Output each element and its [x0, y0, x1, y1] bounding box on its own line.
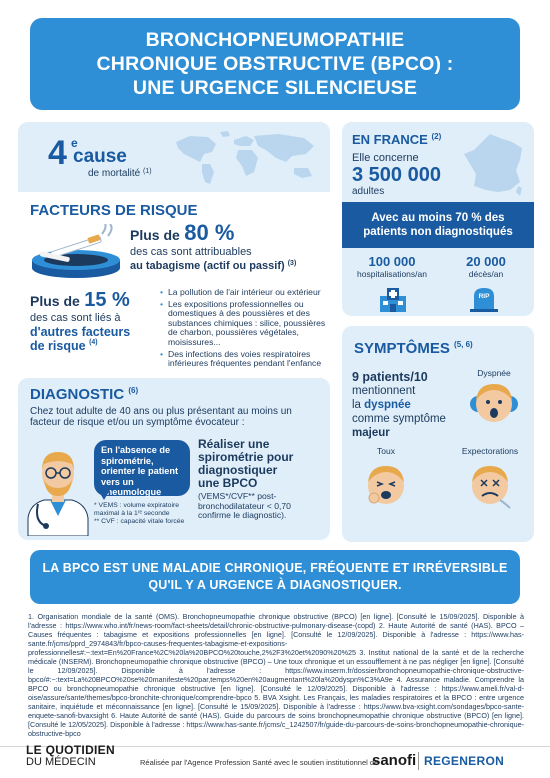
- note-cvf: ** CVF : capacité vitale forcée: [94, 518, 185, 525]
- diagnostic-notes: [94, 502, 192, 526]
- stat-15-line3-text: de risque: [30, 339, 86, 353]
- ashtray-icon: [26, 224, 126, 282]
- title-banner: [30, 18, 520, 110]
- france-ref: (2): [431, 132, 442, 141]
- world-map-icon: [168, 128, 326, 188]
- france-number: 3 500 000: [352, 164, 441, 186]
- symptoms-stat: [352, 370, 456, 440]
- title-line-2: CHRONIQUE OBSTRUCTIVE (BPCO) :: [96, 53, 454, 75]
- plus-de-80-label: Plus de: [130, 227, 180, 243]
- diagnostic-heading: [30, 386, 138, 403]
- cause-ref: (1): [143, 168, 152, 175]
- cause-number: 4: [48, 134, 67, 172]
- logo-line-1: LE QUOTIDIEN: [26, 743, 115, 757]
- title-line-1: BRONCHOPNEUMOPATHIE: [145, 29, 405, 51]
- referral-bubble: En l'absence de spirométrie, orienter le patient vers un pneumologue: [94, 440, 190, 496]
- stat-80-line2-text: au tabagisme (actif ou passif): [130, 260, 285, 272]
- symptoms-line-3a: la: [352, 399, 365, 411]
- risk-bullet-list: [160, 288, 328, 371]
- france-panel: [342, 122, 534, 202]
- action-line-4: une BPCO: [198, 476, 258, 490]
- symptoms-panel: [342, 326, 534, 542]
- stat-15-line3: [30, 339, 98, 353]
- symptoms-line-3: [352, 398, 456, 412]
- france-concerne: Elle concerne: [352, 152, 419, 164]
- cause-sub-text: de mortalité: [88, 168, 141, 179]
- conclusion-banner: [30, 550, 520, 604]
- banner-line-2: QU'IL Y A URGENCE À DIAGNOSTIQUER.: [148, 578, 402, 592]
- diagnostic-heading-text: DIAGNOSTIC: [30, 386, 125, 403]
- pct-80-value: 80 %: [184, 220, 235, 245]
- ref-3: (3): [287, 260, 297, 267]
- stat-80-line1: des cas sont attribuables: [130, 246, 252, 258]
- deces-label: décès/an: [468, 269, 504, 279]
- symptoms-line-1: 9 patients/10: [352, 370, 428, 384]
- non-diagnosed-banner: [342, 202, 534, 248]
- diagnostic-panel: [18, 378, 330, 540]
- stats-panel: [342, 248, 534, 316]
- risk-factors-panel: [18, 192, 330, 377]
- spirometry-action: [198, 438, 326, 490]
- action-line-1: Réaliser une: [198, 437, 270, 451]
- rip-label: RIP: [478, 293, 490, 300]
- stat-15-line2: d'autres facteurs: [30, 325, 131, 339]
- stat-15: [30, 290, 130, 312]
- non-diag-line-2: patients non diagnostiqués: [363, 226, 513, 238]
- hospital-icon: [378, 286, 408, 312]
- bubble-tail: [98, 490, 110, 500]
- note-vems: * VEMS : volume expiratoire maximal à la 1ʳᵉ seconde: [94, 502, 179, 517]
- cause-superscript: e: [71, 136, 78, 150]
- quotidien-logo: [26, 744, 115, 768]
- title-line-3: UNE URGENCE SILENCIEUSE: [132, 77, 418, 99]
- toux-label: Toux: [377, 446, 395, 456]
- stat-15-line1: des cas sont liés à: [30, 312, 121, 324]
- symptoms-line-4: comme symptôme: [352, 413, 446, 425]
- hosp-value: 100 000: [368, 254, 416, 269]
- cause-word: cause: [73, 146, 127, 167]
- symptoms-line-2: mentionnent: [352, 385, 416, 397]
- symptoms-heading: [354, 340, 473, 357]
- logo-divider: [418, 752, 419, 770]
- spirometry-detail: (VEMS*/CVF** post-bronchodilatateur < 0,70 confirme le diagnostic).: [198, 491, 291, 521]
- hosp-stat: [352, 254, 432, 279]
- logo-line-2: DU MÉDECIN: [26, 756, 96, 768]
- sanofi-logo: sanofi: [372, 752, 417, 769]
- diagnostic-ref: (6): [128, 386, 139, 395]
- banner-line-1: LA BPCO EST UNE MALADIE CHRONIQUE, FRÉQUENTE ET IRRÉVERSIBLE: [42, 561, 508, 575]
- diagnostic-intro: Chez tout adulte de 40 ans ou plus présentant au moins un facteur de risque et/ou un symptôme évocateur :: [30, 406, 292, 428]
- action-line-2: spirométrie pour: [198, 450, 294, 464]
- cause-subtitle: [88, 168, 152, 179]
- france-heading-text: EN FRANCE: [352, 132, 428, 147]
- france-heading: [352, 132, 441, 147]
- dyspnee-label: Dyspnée: [477, 368, 511, 378]
- expectoration-face-icon: [464, 460, 516, 510]
- references-text: 1. Organisation mondiale de la santé (OMS). Bronchopneumopathie chronique obstructive (BPCO) [en ligne]. [Consulté le 15/09/2025]. Disponible à l'adresse : https://www.who.int/fr/news-room/fact-sheets/detail/chronic-obstructive-pulmonary-disease-(copd) 2. Haute Autorité de santé (HAS). BPCO – Causes fréquentes : tabagisme et expositions professionnelles [en ligne]. [Consulté le 12/09/2025]. Disponible à l'adresse : https://www.has-sante.fr/jcms/pprd_2974843/fr/bpco-causes-frequentes-tabagisme-et-expositions-professionnelles#:~:text=En%20France%2C%20la%20BPCO%20touche,2%2F3%20et%2090%20%25 3. Institut national de la santé et de la recherche médicale (INSERM). Bronchopneumopathie chronique obstructive (BPCO) – Une toux chronique et un essoufflement à ne pas négliger [en ligne]. [Consulté le 12/09/2025]. Disponible à l'adresse : https://www.inserm.fr/dossier/bronchopneumopathie-chronique-obstructive-bpco/#:~:text=La%20BPCO%20se%20manifeste%20par,temps%20en%20augmentant%20la%20dyspn%C3%A9e 4. Assurance maladie. Comprendre la BPCO ou bronchopneumopathie chronique obstructive [en ligne]. [Consulté le 12/09/2025]. Disponible à l'adresse : https://www.ameli.fr/val-d-oise/assure/sante/themes/bpco-bronchite-chronique/comprendre-bpco 5. BVA Xsight. Les Français, les maladies respiratoires et la BPCO : entre urgence sanitaire, inquiétude et méconnaissance [en ligne]. [Consulté le 15/09/2025]. Disponible à l'adresse : https://www.bva-xsight.com/sondages/bpco-sante-enquete-sanofi-bvaxsight 6. Haute Autorité de santé (HAS). Guide du parcours de soins bronchopneumopathie chronique obstructive (BPCO) [en ligne]. [Consulté le 12/05/2025]. Disponible à l'adresse : https://www.has-sante.fr/jcms/c_1242507/fr/guide-du-parcours-de-soins-bronchopneumopathie-chronique-obstructive-bpco: [28, 612, 524, 738]
- action-line-3: diagnostiquer: [198, 463, 278, 477]
- deces-value: 20 000: [466, 254, 506, 269]
- symptoms-line-5: majeur: [352, 427, 390, 439]
- ref-4: (4): [89, 339, 98, 346]
- france-unit: adultes: [352, 186, 385, 197]
- risk-bullet-item: • Les expositions professionnelles ou domestiques à des poussières et des substances chimiques : silice, poussières de charbon, poussières végétales, moisissures...: [160, 300, 328, 348]
- dyspnea-face-icon: [470, 380, 518, 426]
- pct-15-value: 15 %: [84, 289, 130, 311]
- risk-factors-heading: FACTEURS DE RISQUE: [30, 202, 198, 219]
- credit-text: Réalisée par l'Agence Profession Santé avec le soutien institutionnel de: [140, 758, 379, 767]
- cough-face-icon: [362, 460, 410, 510]
- symptoms-heading-text: SYMPTÔMES: [354, 340, 450, 357]
- cause-panel: [18, 122, 330, 192]
- risk-bullet-item: • Des infections des voies respiratoires inférieures fréquentes pendant l'enfance: [160, 350, 328, 369]
- non-diag-line-1: Avec au moins 70 % des: [371, 212, 505, 224]
- hosp-label: hospitalisations/an: [357, 269, 427, 279]
- stat-80-line2: [130, 260, 296, 272]
- expectorations-label: Expectorations: [461, 446, 519, 456]
- stat-80: [130, 222, 234, 247]
- doctor-icon: [24, 438, 92, 536]
- plus-de-15-label: Plus de: [30, 293, 80, 309]
- risk-bullet-item: • La pollution de l'air intérieur ou extérieur: [160, 288, 328, 298]
- regeneron-logo: REGENERON: [424, 754, 505, 768]
- symptoms-line-3b: dyspnée: [364, 399, 411, 411]
- symptoms-ref: (5, 6): [454, 340, 473, 349]
- deces-stat: [446, 254, 526, 279]
- france-map-icon: [460, 130, 528, 198]
